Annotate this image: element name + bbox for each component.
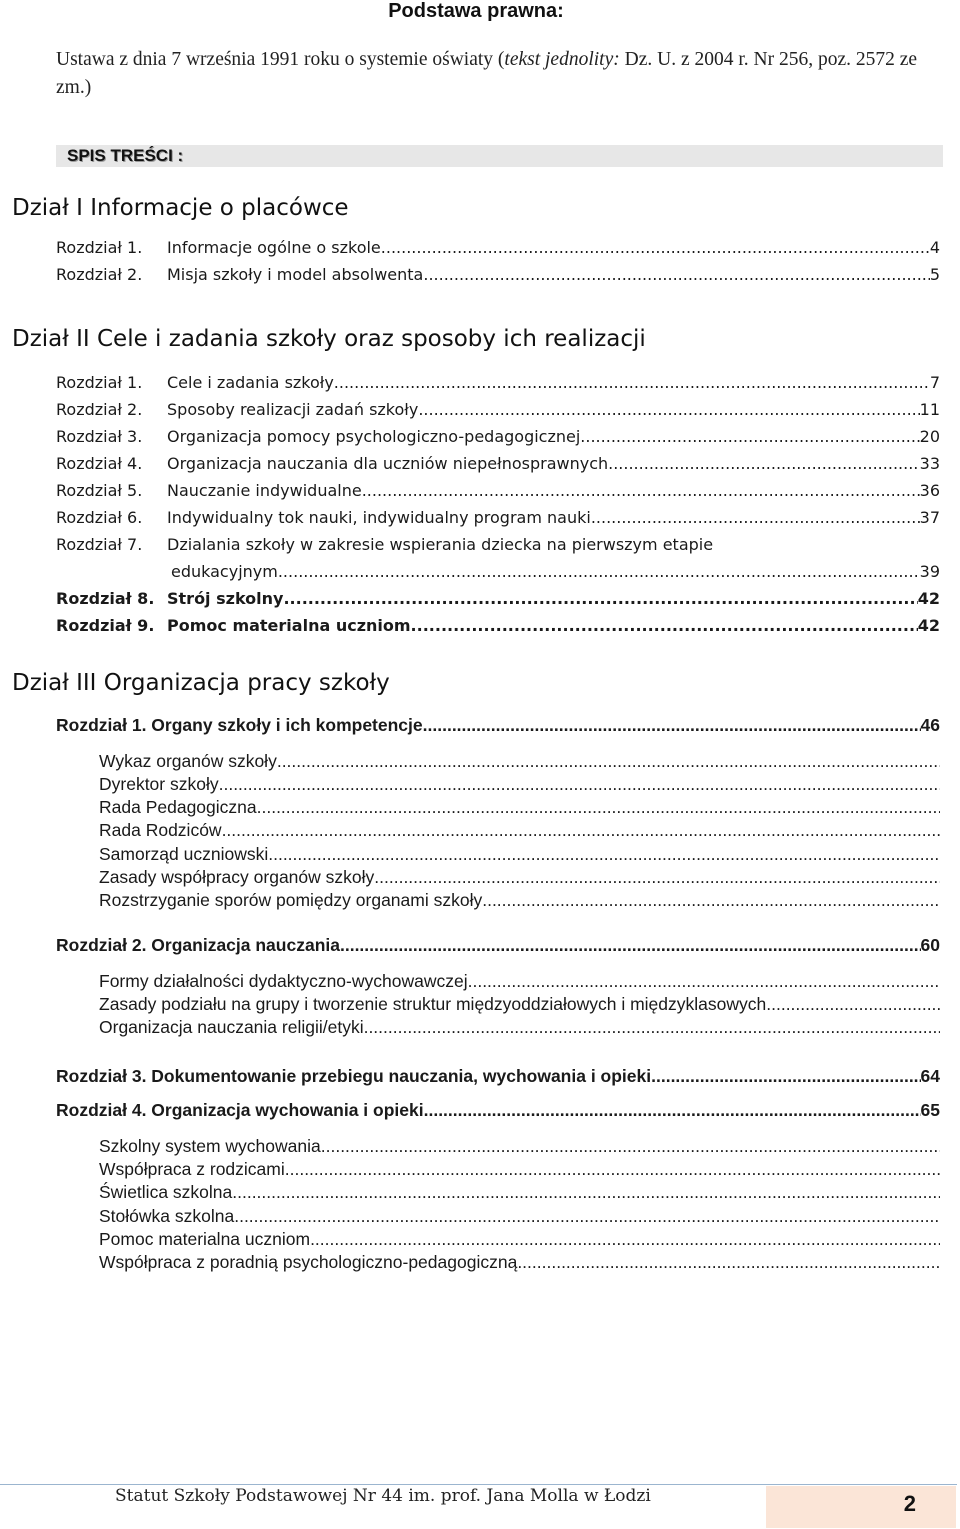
dot-leader <box>517 1252 940 1273</box>
footer-title: Statut Szkoły Podstawowej Nr 44 im. prof. Jana Molla w Łodzi <box>115 1486 651 1506</box>
chapter-prefix: Rozdział 1. <box>56 238 143 257</box>
dot-leader <box>468 971 940 992</box>
dot-leader <box>362 481 920 500</box>
toc-entry[interactable] <box>56 238 940 257</box>
dot-leader <box>321 1136 940 1157</box>
dot-leader <box>374 867 940 888</box>
dot-leader <box>285 1159 940 1180</box>
toc-subitem[interactable] <box>99 1017 940 1038</box>
page-number: 4 <box>929 238 940 257</box>
dot-leader <box>591 508 920 527</box>
dot-leader <box>334 373 930 392</box>
toc-subitem[interactable] <box>99 1229 940 1250</box>
dot-leader <box>283 589 917 608</box>
chapter-prefix: Rozdział 6. <box>56 508 143 527</box>
dot-leader <box>222 820 940 841</box>
page-number: 7 <box>929 373 940 392</box>
chapter-title: Rozdział 4. Organizacja wychowania i opieki <box>56 1100 424 1120</box>
section-title: Dział III Organizacja pracy szkoły <box>12 670 390 696</box>
chapter-prefix: Rozdział 4. <box>56 454 143 473</box>
chapter-prefix: Rozdział 1. <box>56 373 143 392</box>
toc-entry[interactable] <box>56 427 940 446</box>
toc-subitem[interactable] <box>99 844 940 865</box>
dot-leader <box>234 1206 940 1227</box>
page-number: 64 <box>920 1066 940 1086</box>
dot-leader <box>766 994 940 1015</box>
chapter-title: Misja szkoły i model absolwenta <box>167 265 424 284</box>
page-number: 11 <box>919 400 940 419</box>
toc-entry[interactable] <box>56 400 940 419</box>
chapter-title-cont: edukacyjnym <box>171 562 278 581</box>
toc-entry[interactable] <box>56 373 940 392</box>
dot-leader <box>278 562 920 581</box>
page-number: 42 <box>917 616 940 635</box>
subitem-title: Formy działalności dydaktyczno-wychowawczej <box>99 971 468 991</box>
chapter-title: Strój szkolny <box>167 589 284 608</box>
chapter-prefix: Rozdział 2. <box>56 400 143 419</box>
page-number: 39 <box>919 562 940 581</box>
toc-entry-continuation[interactable] <box>171 562 940 581</box>
toc-subitem[interactable] <box>99 971 940 992</box>
chapter-title: Organizacja pomocy psychologiczno-pedagogicznej <box>167 427 581 446</box>
dot-leader <box>423 265 929 284</box>
toc-subitem[interactable] <box>99 867 940 888</box>
chapter-prefix: Rozdział 3. <box>56 427 143 446</box>
dot-leader <box>608 454 920 473</box>
chapter-title: Cele i zadania szkoły <box>167 373 334 392</box>
toc-header: SPIS TREŚCI : <box>67 146 184 165</box>
toc-entry[interactable] <box>56 535 940 554</box>
chapter-title: Dzialania szkoły w zakresie wspierania dziecka na pierwszym etapie <box>167 535 714 554</box>
subitem-title: Wykaz organów szkoły <box>99 751 277 771</box>
chapter-title: Rozdział 1. Organy szkoły i ich kompetencje <box>56 715 423 735</box>
toc-subitem[interactable] <box>99 994 940 1015</box>
chapter-prefix: Rozdział 2. <box>56 265 143 284</box>
subitem-title: Współpraca z rodzicami <box>99 1159 285 1179</box>
chapter-title: Nauczanie indywidualne <box>167 481 362 500</box>
subitem-title: Stołówka szkolna <box>99 1206 235 1226</box>
dot-leader <box>310 1229 940 1250</box>
subitem-title: Pomoc materialna uczniom <box>99 1229 311 1249</box>
subitem-title: Organizacja nauczania religii/etyki <box>99 1017 364 1037</box>
toc-entry[interactable] <box>56 265 940 284</box>
legal-text-part: Ustawa z dnia 7 września 1991 roku o systemie oświaty ( <box>56 49 505 70</box>
dot-leader <box>411 616 918 635</box>
page-number-box <box>766 1486 956 1528</box>
chapter-title: Pomoc materialna uczniom <box>167 616 411 635</box>
chapter-title: Sposoby realizacji zadań szkoły <box>167 400 419 419</box>
chapter-title: Rozdział 2. Organizacja nauczania <box>56 935 340 955</box>
toc-header-bar <box>56 145 943 167</box>
dot-leader <box>268 844 940 865</box>
subitem-title: Rada Rodziców <box>99 820 222 840</box>
dot-leader <box>418 400 919 419</box>
page-number: 46 <box>920 715 940 735</box>
toc-subitem[interactable] <box>99 751 940 772</box>
subitem-title: Samorząd uczniowski <box>99 844 269 864</box>
dot-leader <box>364 1017 940 1038</box>
subitem-title: Dyrektor szkoły <box>99 774 219 794</box>
toc-subitem[interactable] <box>99 797 940 818</box>
legal-text-italic: tekst jednolity: <box>504 49 620 70</box>
page-number: 65 <box>920 1100 940 1120</box>
chapter-prefix: Rozdział 5. <box>56 481 143 500</box>
subitem-title: Zasady podziału na grupy i tworzenie struktur międzyoddziałowych i międzyklasowych <box>99 994 767 1014</box>
dot-leader <box>482 890 940 911</box>
page-number: 60 <box>920 935 940 955</box>
footer-divider <box>0 1484 957 1485</box>
page-number: 5 <box>929 265 940 284</box>
page-number: 42 <box>917 589 940 608</box>
legal-basis-heading: Podstawa prawna: <box>388 0 564 22</box>
toc-subitem[interactable] <box>99 1252 940 1273</box>
dot-leader <box>257 797 940 818</box>
legal-basis-text <box>56 46 946 102</box>
page-number: 36 <box>919 481 940 500</box>
chapter-title: Organizacja nauczania dla uczniów niepełnosprawnych <box>167 454 609 473</box>
toc-subitem[interactable] <box>99 774 940 795</box>
toc-entry[interactable] <box>56 616 940 635</box>
toc-chapter[interactable] <box>56 715 940 736</box>
page-number: 33 <box>919 454 940 473</box>
chapter-title: Indywidualny tok nauki, indywidualny program nauki <box>167 508 591 527</box>
toc-entry[interactable] <box>56 454 940 473</box>
chapter-prefix: Rozdział 7. <box>56 535 143 554</box>
subitem-title: Świetlica szkolna <box>99 1182 233 1202</box>
page-number: 37 <box>919 508 940 527</box>
subitem-title: Szkolny system wychowania <box>99 1136 321 1156</box>
dot-leader <box>340 935 921 956</box>
toc-entry[interactable] <box>56 508 940 527</box>
dot-leader <box>424 1100 921 1121</box>
toc-chapter[interactable] <box>56 1066 940 1087</box>
dot-leader <box>277 751 940 772</box>
section-title: Dział I Informacje o placówce <box>12 195 349 221</box>
toc-chapter[interactable] <box>56 1100 940 1121</box>
toc-entry[interactable] <box>56 589 940 608</box>
chapter-prefix: Rozdział 9. <box>56 616 155 635</box>
toc-subitem[interactable] <box>99 820 940 841</box>
subitem-title: Zasady współpracy organów szkoły <box>99 867 375 887</box>
toc-subitem[interactable] <box>99 1206 940 1227</box>
toc-chapter[interactable] <box>56 935 940 956</box>
section-title: Dział II Cele i zadania szkoły oraz sposoby ich realizacji <box>12 326 646 352</box>
chapter-title: Rozdział 3. Dokumentowanie przebiegu nauczania, wychowania i opieki <box>56 1066 652 1086</box>
legal-text-part: Dz. U. z 2004 r. Nr 256, poz. 2572 ze zm.) <box>56 49 918 98</box>
toc-entry[interactable] <box>56 481 940 500</box>
toc-subitem[interactable] <box>99 890 940 911</box>
footer-page-number: 2 <box>903 1491 916 1516</box>
page-number: 20 <box>919 427 940 446</box>
dot-leader <box>580 427 919 446</box>
dot-leader <box>232 1182 940 1203</box>
toc-subitem[interactable] <box>99 1182 940 1203</box>
dot-leader <box>651 1066 920 1087</box>
dot-leader <box>381 238 930 257</box>
subitem-title: Rada Pedagogiczna <box>99 797 257 817</box>
chapter-title: Informacje ogólne o szkole <box>167 238 381 257</box>
dot-leader <box>423 715 921 736</box>
dot-leader <box>219 774 940 795</box>
toc-subitem[interactable] <box>99 1159 940 1180</box>
subitem-title: Współpraca z poradnią psychologiczno-pedagogiczną <box>99 1252 518 1272</box>
chapter-prefix: Rozdział 8. <box>56 589 155 608</box>
toc-subitem[interactable] <box>99 1136 940 1157</box>
subitem-title: Rozstrzyganie sporów pomiędzy organami szkoły <box>99 890 483 910</box>
